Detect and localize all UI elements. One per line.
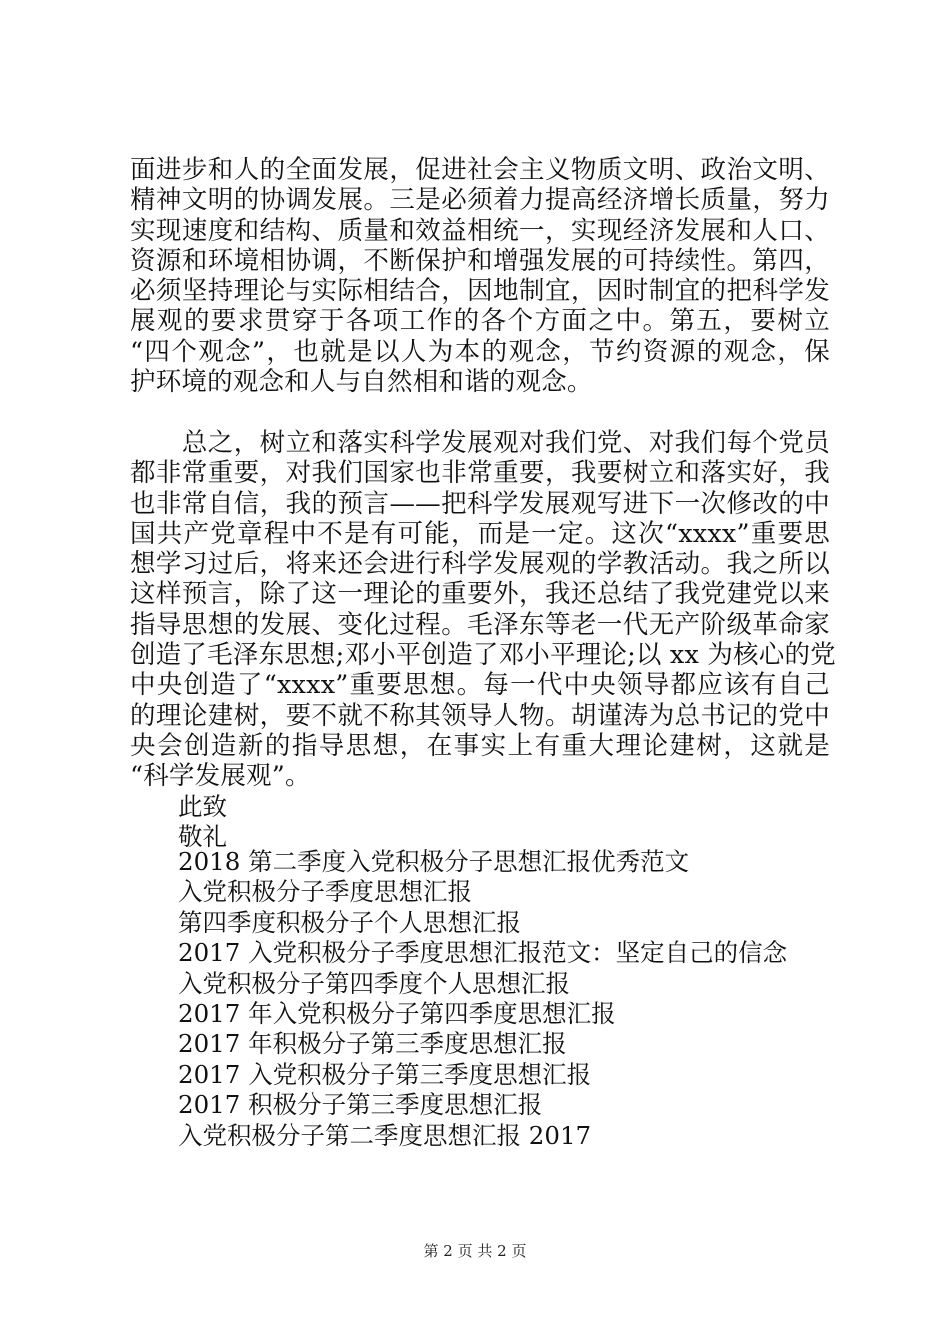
letter-closing bbox=[178, 792, 227, 853]
paragraph-line: 精神文明的协调发展。三是必须着力提高经济增长质量，努力 bbox=[130, 185, 830, 216]
paragraph-line: 这样预言，除了这一理论的重要外，我还总结了我党建党以来 bbox=[130, 579, 830, 610]
paragraph-line: 的理论建树，要不就不称其领导人物。胡谨涛为总书记的党中 bbox=[130, 700, 830, 731]
paragraph-line: 实现速度和结构、质量和效益相统一，实现经济发展和人口、 bbox=[130, 215, 830, 246]
paragraph-line: 都非常重要，对我们国家也非常重要，我要树立和落实好，我 bbox=[130, 458, 830, 489]
paragraph-line: 总之，树立和落实科学发展观对我们党、对我们每个党员 bbox=[130, 428, 830, 458]
related-article-link[interactable]: 2018 第二季度入党积极分子思想汇报优秀范文 bbox=[178, 847, 690, 876]
paragraph-1 bbox=[130, 155, 830, 397]
related-article-link[interactable]: 第四季度积极分子个人思想汇报 bbox=[178, 907, 521, 937]
paragraph-2 bbox=[130, 428, 836, 792]
related-article-link[interactable]: 2017 年入党积极分子第四季度思想汇报 bbox=[178, 998, 616, 1028]
related-article-link[interactable]: 入党积极分子第四季度个人思想汇报 bbox=[178, 968, 570, 998]
paragraph-line: 护环境的观念和人与自然相和谐的观念。 bbox=[130, 367, 593, 398]
related-article-link[interactable]: 2017 入党积极分子第三季度思想汇报 bbox=[178, 1059, 592, 1089]
paragraph-line: 资源和环境相协调，不断保护和增强发展的可持续性。第四， bbox=[130, 245, 830, 276]
closing-line: 敬礼 bbox=[178, 822, 227, 852]
related-article-link[interactable]: 2017 积极分子第三季度思想汇报 bbox=[178, 1090, 543, 1120]
page-indicator: 第 2 页 共 2 页 bbox=[423, 1242, 527, 1260]
paragraph-line: 想学习过后，将来还会进行科学发展观的学教活动。我之所以 bbox=[130, 549, 830, 580]
paragraph-line: 也非常自信，我的预言——把科学发展观写进下一次修改的中 bbox=[130, 488, 830, 519]
closing-line: 此致 bbox=[178, 792, 227, 821]
related-article-link[interactable]: 2017 入党积极分子季度思想汇报范文：坚定自己的信念 bbox=[178, 938, 788, 968]
paragraph-line: 中央创造了“xxxx”重要思想。每一代中央领导都应该有自己 bbox=[130, 670, 830, 701]
paragraph-line: 指导思想的发展、变化过程。毛泽东等老一代无产阶级革命家 bbox=[130, 609, 830, 640]
paragraph-line: “四个观念”，也就是以人为本的观念，节约资源的观念，保 bbox=[130, 336, 830, 367]
paragraph-line: 展观的要求贯穿于各项工作的各个方面之中。第五，要树立 bbox=[130, 306, 830, 337]
paragraph-line: “科学发展观”。 bbox=[130, 761, 311, 792]
related-article-link[interactable]: 入党积极分子第二季度思想汇报 2017 bbox=[178, 1120, 592, 1150]
paragraph-line: 国共产党章程中不是有可能，而是一定。这次“xxxx”重要思 bbox=[130, 518, 830, 549]
paragraph-line: 面进步和人的全面发展，促进社会主义物质文明、政治文明、 bbox=[130, 155, 830, 185]
paragraph-line: 央会创造新的指导思想，在事实上有重大理论建树，这就是 bbox=[130, 730, 830, 761]
related-article-link[interactable]: 2017 年积极分子第三季度思想汇报 bbox=[178, 1029, 567, 1059]
related-articles-list bbox=[178, 847, 787, 1151]
related-article-link[interactable]: 入党积极分子季度思想汇报 bbox=[178, 877, 472, 907]
paragraph-line: 创造了毛泽东思想;邓小平创造了邓小平理论;以 xx 为核心的党 bbox=[130, 640, 836, 671]
paragraph-line: 必须坚持理论与实际相结合，因地制宜，因时制宜的把科学发 bbox=[130, 276, 830, 307]
